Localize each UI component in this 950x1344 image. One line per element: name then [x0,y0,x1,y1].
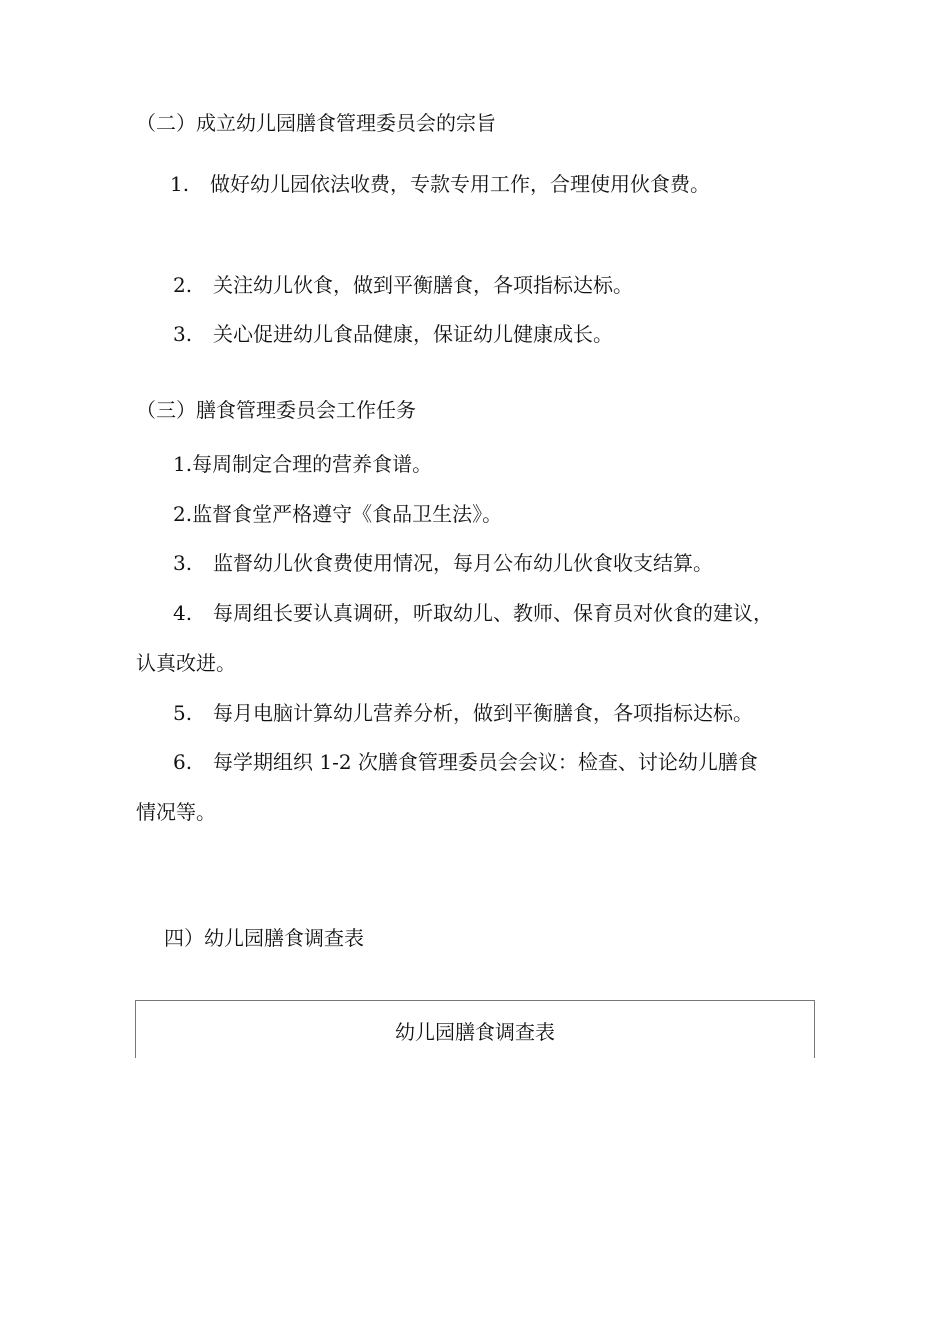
item-number: 4. [173,601,193,625]
item-text: 做好幼儿园依法收费，专款专用工作，合理使用伙食费。 [210,172,710,196]
item-text: 关心促进幼儿食品健康，保证幼儿健康成长。 [213,322,613,346]
item-number: 1. [170,172,190,196]
section-3-item-6 [173,750,758,774]
section-2-heading: （二）成立幼儿园膳食管理委员会的宗旨 [136,111,496,135]
item-text: 每月电脑计算幼儿营养分析，做到平衡膳食，各项指标达标。 [213,701,753,725]
item-number: 3. [173,322,193,346]
item-number: 5. [173,701,193,725]
section-3-item-1: 1.每周制定合理的营养食谱。 [173,452,433,476]
item-text: 每学期组织 1-2 次膳食管理委员会会议：检查、讨论幼儿膳食 [213,750,758,774]
diet-survey-table [135,1000,815,1058]
item-number: 6. [173,750,193,774]
section-3-item-5 [173,701,753,725]
item-text: 关注幼儿伙食，做到平衡膳食，各项指标达标。 [213,273,633,297]
section-3-item-4 [173,601,773,625]
item-number: 3. [173,551,193,575]
section-3-item-2: 2.监督食堂严格遵守《食品卫生法》。 [173,502,503,526]
item-number: 2. [173,273,193,297]
section-3-item-3 [173,551,713,575]
section-2-item-3 [173,322,613,346]
section-3-item-4-continuation: 认真改进。 [136,651,236,675]
table-title: 幼儿园膳食调查表 [395,1020,555,1044]
section-3-heading: （三）膳食管理委员会工作任务 [136,398,416,422]
section-3-item-6-continuation: 情况等。 [136,800,216,824]
item-text: 每周组长要认真调研，听取幼儿、教师、保育员对伙食的建议， [213,601,773,625]
section-2-item-1 [170,172,710,196]
section-4-heading: 四）幼儿园膳食调查表 [164,926,364,950]
item-text: 监督幼儿伙食费使用情况，每月公布幼儿伙食收支结算。 [213,551,713,575]
section-2-item-2 [173,273,633,297]
